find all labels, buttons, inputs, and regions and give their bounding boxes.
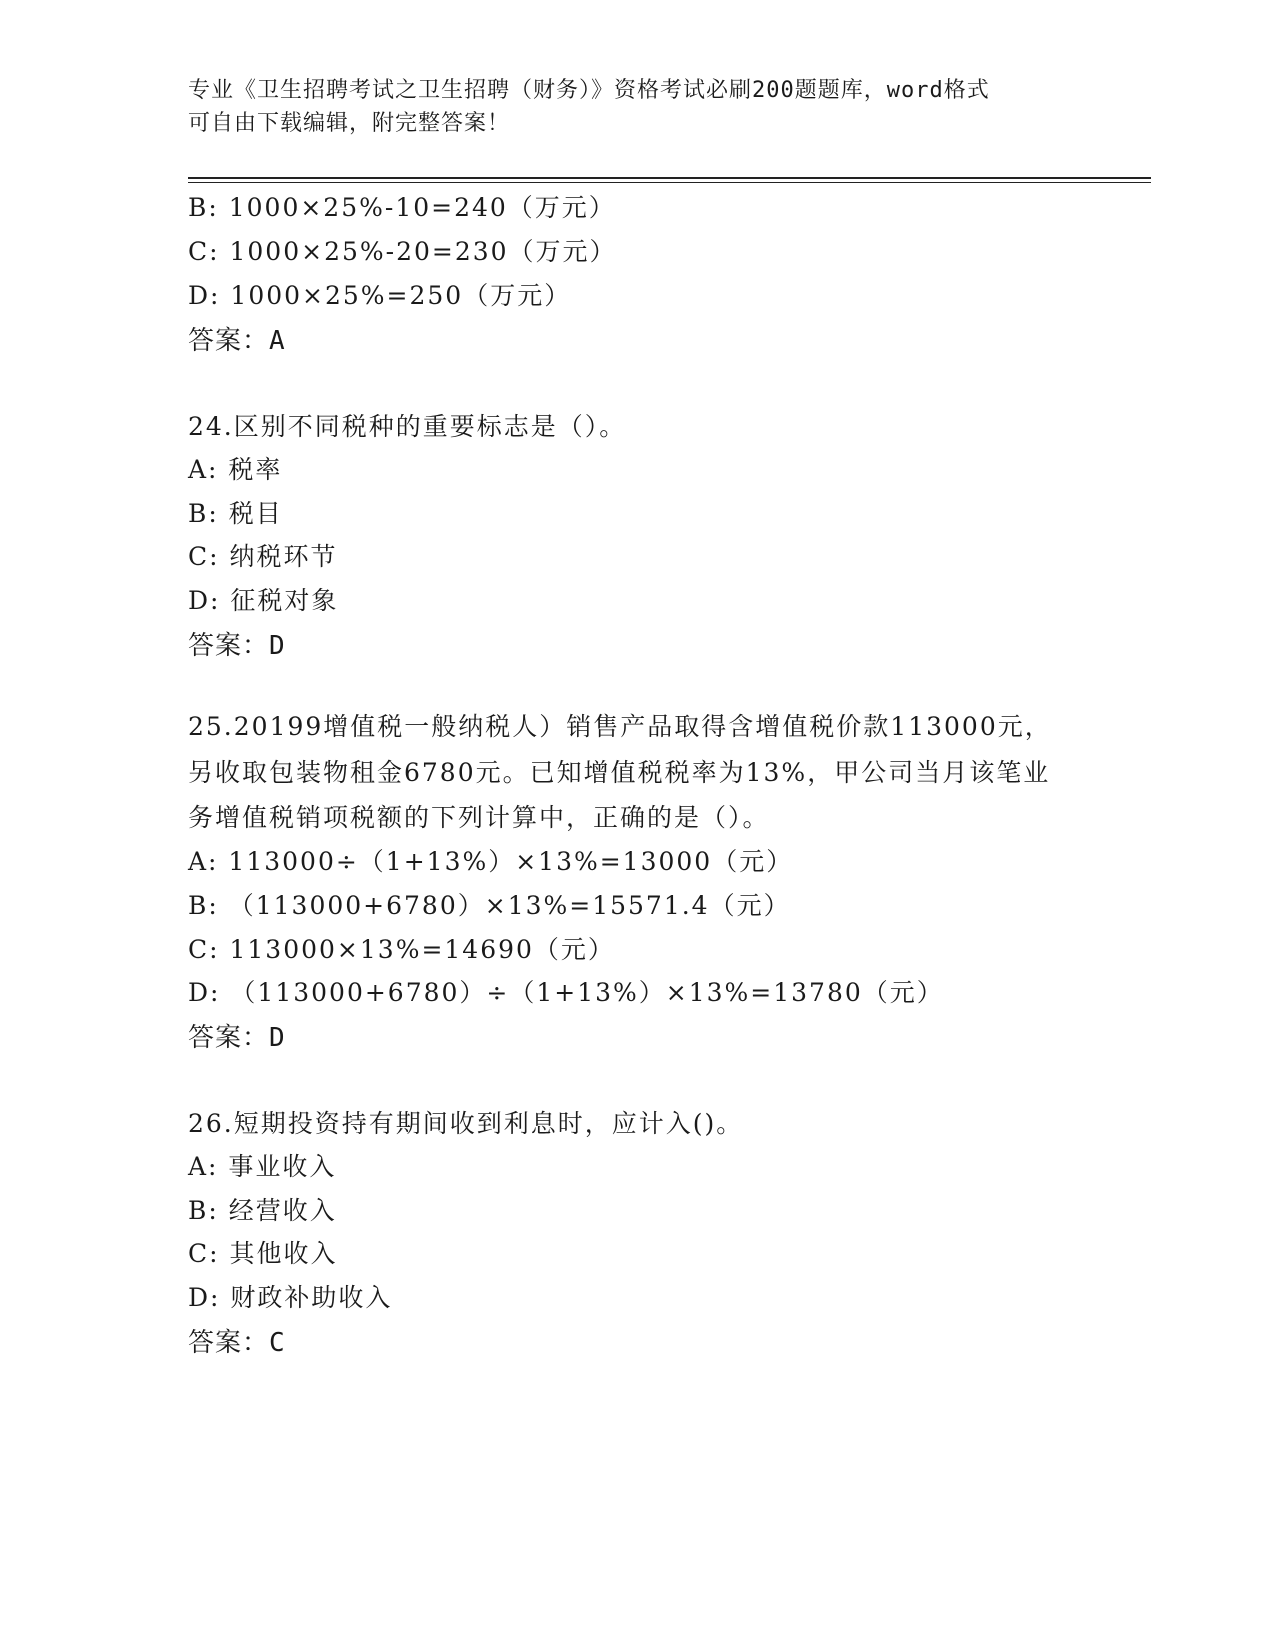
q26-option-c: C: 其他收入 — [188, 1239, 338, 1268]
prev-option-b: B: 1000×25%-10=240（万元） — [188, 193, 616, 222]
q24-option-b: B: 税目 — [188, 499, 283, 528]
prev-option-c: C: 1000×25%-20=230（万元） — [188, 237, 617, 266]
q24-stem: 24.区别不同税种的重要标志是（）。 — [188, 412, 627, 441]
q24-option-d: D: 征税对象 — [188, 586, 339, 615]
q25-option-d: D: （113000+6780）÷（1+13%）×13%=13780（元） — [188, 978, 944, 1007]
q26-option-b: B: 经营收入 — [188, 1196, 337, 1225]
q26-stem: 26.短期投资持有期间收到利息时，应计入()。 — [188, 1109, 744, 1138]
header-line-2: 可自由下载编辑，附完整答案！ — [188, 111, 511, 136]
q25-option-b: B: （113000+6780）×13%=15571.4（元） — [188, 891, 791, 920]
q25-answer: 答案：D — [188, 1023, 286, 1053]
q26-option-a: A: 事业收入 — [188, 1152, 337, 1181]
q26-option-d: D: 财政补助收入 — [188, 1283, 393, 1312]
q25-stem: 25.20199增值税一般纳税人）销售产品取得含增值税价款113000元，另收取包装物租金6780元。已知增值税税率为13%，甲公司当月该笔业务增值税销项税额的下列计算中，正确的是（）。 — [188, 712, 1052, 832]
prev-option-d: D: 1000×25%=250（万元） — [188, 281, 572, 310]
document-header — [188, 74, 1068, 140]
q25-option-c: C: 113000×13%=14690（元） — [188, 935, 615, 964]
header-rule-thin — [188, 182, 1151, 183]
q24-option-a: A: 税率 — [188, 455, 283, 484]
header-rule-thick — [188, 177, 1151, 179]
q26-answer: 答案：C — [188, 1328, 286, 1358]
q25-option-a: A: 113000÷（1+13%）×13%=13000（元） — [188, 847, 794, 876]
q24-answer: 答案：D — [188, 631, 286, 661]
prev-answer: 答案：A — [188, 326, 286, 356]
header-line-1: 专业《卫生招聘考试之卫生招聘（财务）》资格考试必刷200题题库，word格式 — [188, 78, 990, 103]
q24-option-c: C: 纳税环节 — [188, 542, 338, 571]
